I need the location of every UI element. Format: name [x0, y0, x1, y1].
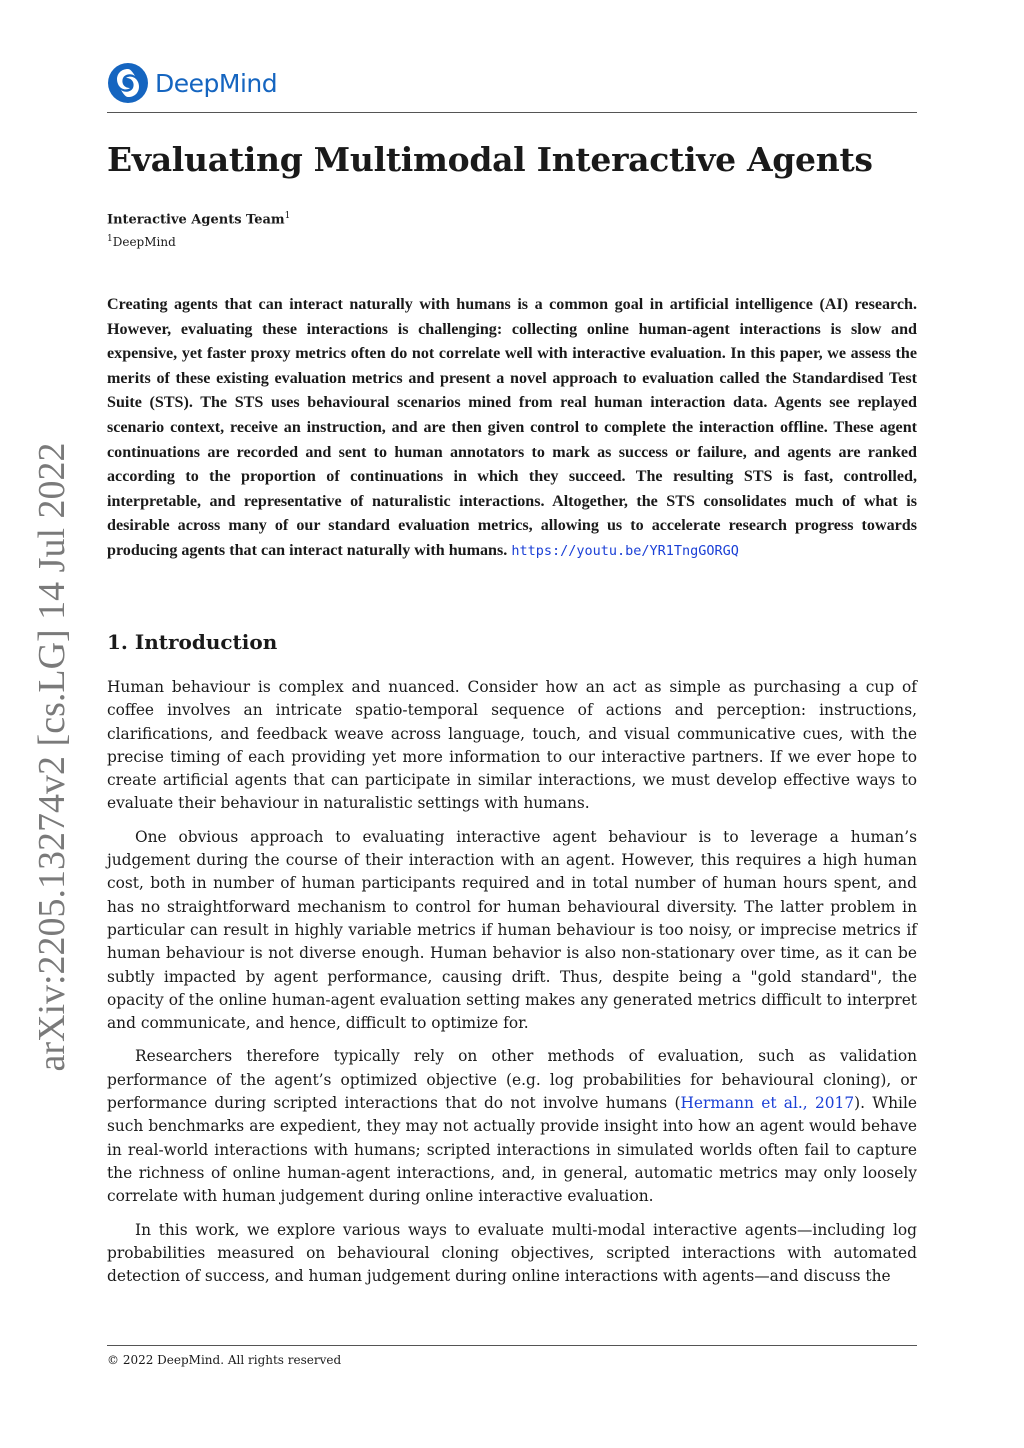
- authors: Interactive Agents Team: [107, 212, 285, 228]
- paragraph-3-text-a: Researchers therefore typically rely on other methods of evaluation, such as validation performance of the agent’s optimized objective (e.g. log probabilities for behavioural cloning), or performance during scripted interactions that do not involve humans (: [107, 1047, 917, 1113]
- abstract: [107, 293, 917, 564]
- paragraph-4: In this work, we explore various ways to evaluate multi-modal interactive agents—including log probabilities measured on behavioural cloning objectives, scripted interactions with automated detection of success, and human judgement during online interactions with agents—and discuss the: [107, 1220, 917, 1286]
- paragraph-2: One obvious approach to evaluating interactive agent behaviour is to leverage a human’s judgement during the course of their interaction with an agent. However, this requires a high human cost, both in number of human participants required and in total number of human hours spent, and has no straightforward mechanism to control for human behavioural diversity. The latter problem in particular can result in highly variable metrics if human behaviour is too noisy, or imprecise metrics if human behaviour is not diverse enough. Human behavior is also non-stationary over time, as it can be subtly impacted by agent performance, causing drift. Thus, despite being a "gold standard", the opacity of the online human-agent evaluation setting makes any generated metrics difficult to interpret and communicate, and hence, difficult to optimize for.: [107, 827, 917, 1033]
- author-line: [107, 211, 290, 227]
- footer-divider: [107, 1345, 917, 1346]
- citation-hermann[interactable]: Hermann et al., 2017: [680, 1094, 855, 1113]
- paragraph-1: Human behaviour is complex and nuanced. Consider how an act as simple as purchasing a cup of coffee involves an intricate spatio-temporal sequence of actions and perception: instructions, clarifications, and feedback weave across language, touch, and visual communicative cues, with the precise timing of each providing yet more information to our interactive partners. If we ever hope to create artificial agents that can participate in similar interactions, we must develop effective ways to evaluate their behaviour in naturalistic settings with humans.: [107, 678, 917, 813]
- paragraph-3-text-b: ). While such benchmarks are expedient, they may not actually provide insight into how an agent would behave in real-world interactions with humans; scripted interactions in simulated worlds often fail to capture the richness of online human-agent interactions, and, in general, automatic metrics may only loosely correlate with human judgement during online interactive evaluation.: [107, 1094, 917, 1206]
- logo-wordmark: DeepMind: [155, 68, 278, 98]
- arxiv-stamp: arXiv:2205.13274v2 [cs.LG] 14 Jul 2022: [31, 442, 73, 1072]
- deepmind-logo-icon: [107, 62, 149, 104]
- deepmind-logo: [107, 62, 277, 104]
- video-link[interactable]: https://youtu.be/YR1TngGORGQ: [511, 542, 739, 559]
- abstract-text: Creating agents that can interact naturally with humans is a common goal in artificial intelligence (AI) research. However, evaluating these interactions is challenging: collecting online human-agent interactions is slow and expensive, yet faster proxy metrics often do not correlate well with interactive evaluation. In this paper, we assess the merits of these existing evaluation metrics and present a novel approach to evaluation called the Standardised Test Suite (STS). The STS uses behavioural scenarios mined from real human interaction data. Agents see replayed scenario context, receive an instruction, and are then given control to complete the interaction offline. These agent continuations are recorded and sent to human annotators to mark as success or failure, and agents are ranked according to the proportion of continuations in which they succeed. The resulting STS is fast, controlled, interpretable, and representative of naturalistic interactions. Altogether, the STS consolidates much of what is desirable across many of our standard evaluation metrics, allowing us to accelerate research progress towards producing agents that can interact naturally with humans.: [107, 296, 917, 559]
- paragraph-3: [107, 1045, 917, 1208]
- copyright-notice: © 2022 DeepMind. All rights reserved: [107, 1353, 342, 1367]
- affiliation: DeepMind: [112, 235, 176, 249]
- section-heading-introduction: 1. Introduction: [107, 630, 278, 654]
- author-superscript: 1: [284, 211, 291, 221]
- affiliation-superscript: 1: [107, 234, 113, 244]
- introduction-body: [107, 676, 917, 1298]
- affiliation-line: [107, 234, 176, 249]
- paper-title: Evaluating Multimodal Interactive Agents: [107, 140, 873, 179]
- header-divider: [107, 112, 917, 113]
